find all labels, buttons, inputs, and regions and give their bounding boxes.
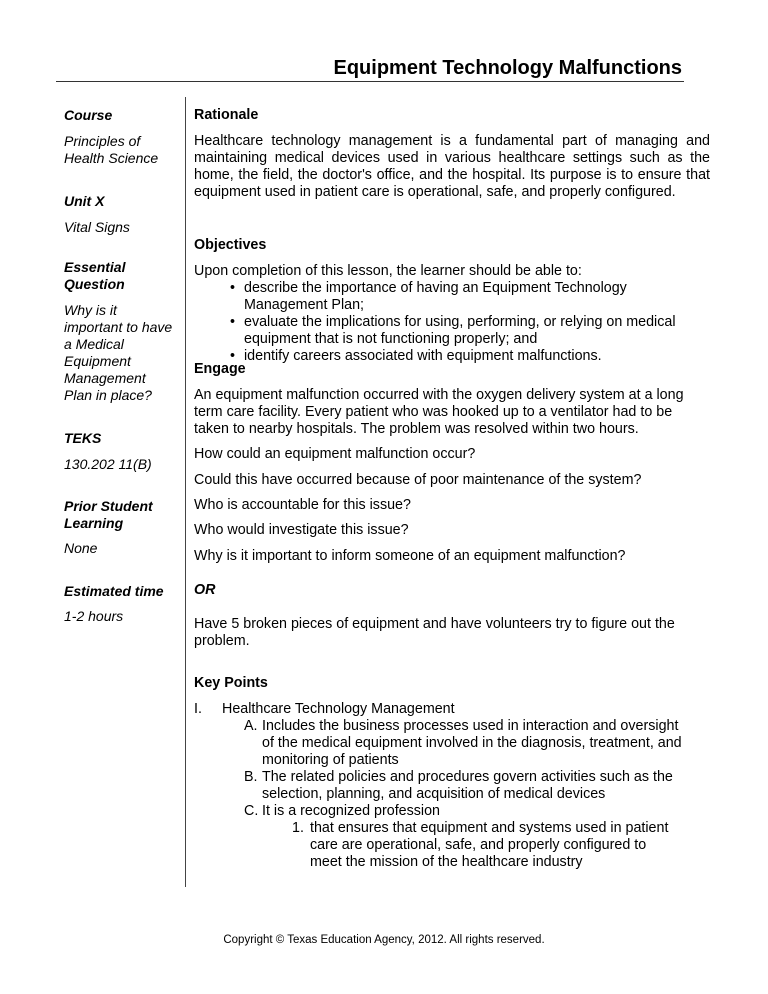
objectives-list [194, 280, 710, 365]
unit-label: Unit X [64, 193, 105, 209]
title-divider [56, 81, 684, 82]
key-point-c1-num: 1. [292, 820, 304, 836]
course-label: Course [64, 107, 113, 123]
rationale-text: Healthcare technology management is a fundamental part of managing and maintaining medical devices used in various healthcare settings such as the home, the field, the doctor's office, and the hospital. Its purpose is to ensure that equipment used in patient care is operational, safe, and properly configured. [194, 133, 710, 200]
engage-question: Why is it important to inform someone of an equipment malfunction? [194, 548, 626, 564]
key-point-i-text: Healthcare Technology Management [222, 701, 455, 717]
estimated-time-label: Estimated time [64, 583, 164, 599]
key-point-b [244, 769, 692, 803]
unit-value: Vital Signs [64, 219, 130, 235]
page-title: Equipment Technology Malfunctions [333, 57, 682, 79]
key-point-a-text: Includes the business processes used in interaction and oversight of the medical equipment involved in the diagnosis, treatment, and monitoring of patients [262, 718, 682, 768]
prior-learning-value: None [64, 540, 98, 556]
key-point-a-num: A. [244, 718, 258, 734]
key-point-i-num: I. [194, 701, 202, 717]
prior-learning-label: Prior Student Learning [64, 498, 153, 531]
copyright-footer: Copyright © Texas Education Agency, 2012. All rights reserved. [223, 934, 545, 946]
essential-question-value: Why is it important to have a Medical Equipment Management Plan in place? [64, 302, 173, 403]
essential-question-label: Essential Question [64, 259, 126, 292]
estimated-time-value: 1-2 hours [64, 608, 124, 624]
engage-question: Who is accountable for this issue? [194, 497, 411, 513]
key-point-i [194, 701, 714, 718]
or-label: OR [194, 582, 216, 598]
key-points-list [194, 701, 714, 871]
engage-question: Who would investigate this issue? [194, 522, 409, 538]
objective-item: • describe the importance of having an Equipment Technology Management Plan; [194, 280, 710, 314]
key-point-c-text: It is a recognized profession [262, 803, 441, 819]
teks-value: 130.202 11(B) [64, 456, 152, 472]
engage-text: An equipment malfunction occurred with the oxygen delivery system at a long term care facility. Every patient who was hooked up to a ventilator had to be taken to nearby hospitals. The problem was resolved within two hours. [194, 387, 684, 437]
objectives-intro: Upon completion of this lesson, the learner should be able to: [194, 263, 582, 279]
objective-item: • evaluate the implications for using, performing, or relying on medical equipment that is not functioning properly; and [194, 314, 710, 348]
engage-question: Could this have occurred because of poor maintenance of the system? [194, 472, 642, 488]
key-point-b-num: B. [244, 769, 258, 785]
rationale-heading: Rationale [194, 107, 259, 123]
key-point-c-num: C. [244, 803, 259, 819]
course-value: Principles of Health Science [64, 133, 159, 166]
objective-item: • identify careers associated with equipment malfunctions. [194, 348, 710, 365]
engage-heading: Engage [194, 361, 246, 377]
objectives-heading: Objectives [194, 237, 267, 253]
key-point-c1-text: that ensures that equipment and systems used in patient care are operational, safe, and properly configured to meet the mission of the healthcare industry [310, 820, 669, 870]
key-points-heading: Key Points [194, 675, 268, 691]
objectives-block [194, 263, 710, 365]
engage-alt-text: Have 5 broken pieces of equipment and have volunteers try to figure out the problem. [194, 616, 675, 649]
key-point-b-text: The related policies and procedures govern activities such as the selection, planning, and acquisition of medical devices [262, 769, 673, 802]
column-divider [185, 97, 186, 887]
key-point-c1 [292, 820, 680, 871]
engage-question: How could an equipment malfunction occur? [194, 446, 476, 462]
teks-label: TEKS [64, 430, 102, 446]
key-point-c [244, 803, 692, 820]
key-point-a [244, 718, 692, 769]
